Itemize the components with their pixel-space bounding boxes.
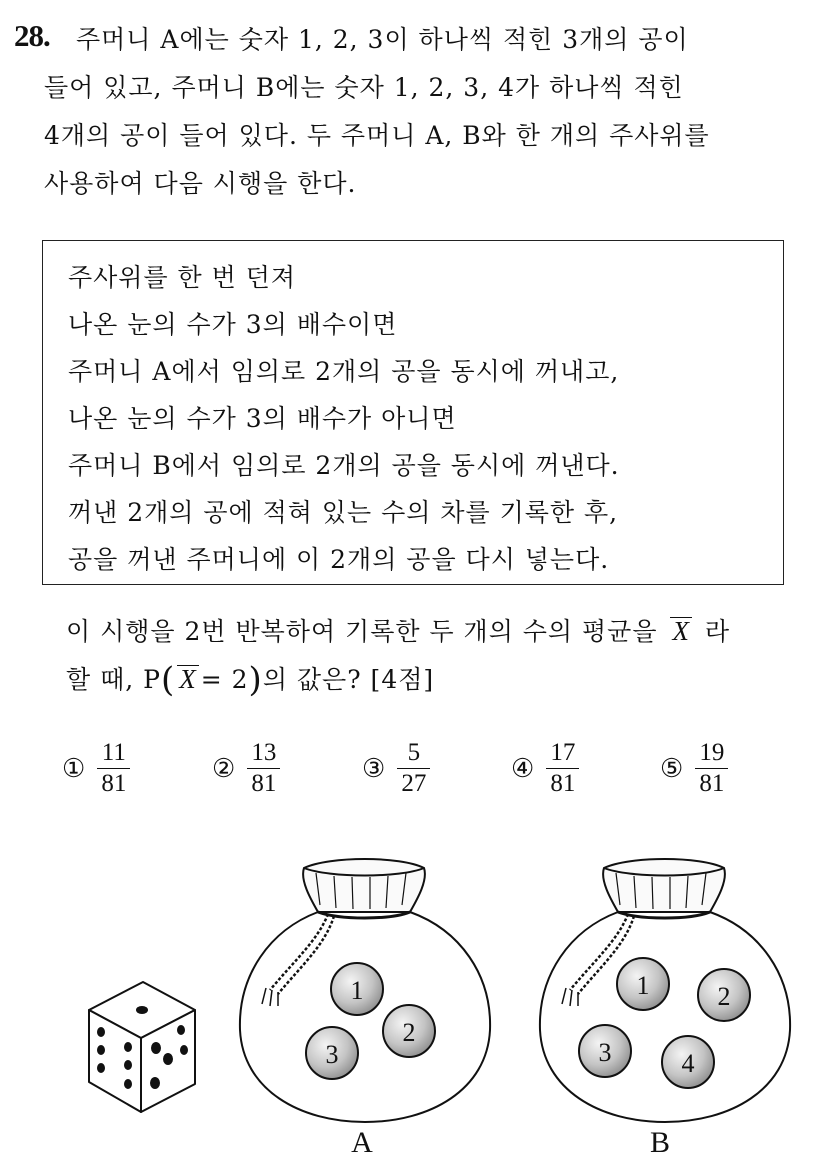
choice-3-numerator: 5 [407,739,421,766]
bag-b-ball-4-label: 4 [681,1049,695,1078]
bag-a-ball-2-label: 2 [402,1018,416,1047]
bag-a-ball-3-label: 3 [325,1040,339,1069]
box-line-6: 꺼낸 2개의 공에 적혀 있는 수의 차를 기록한 후, [68,498,619,527]
bag-b-ball-1-label: 1 [636,971,650,1000]
bag-b-ball-3-label: 3 [598,1038,612,1067]
box-line-2: 나온 눈의 수가 3의 배수이면 [68,310,398,339]
prompt-line-2-end: 의 값은? [4점] [262,665,435,694]
bag-a-ball-2 [383,1005,435,1057]
bag-b-ball-4 [662,1036,714,1088]
box-line-5: 주머니 B에서 임의로 2개의 공을 동시에 꺼낸다. [68,451,620,480]
choice-5-mark: ⑤ [660,753,684,783]
close-paren: ) [248,660,263,700]
equals-two: = 2 [200,665,249,694]
bag-b-ball-1 [617,958,669,1010]
choice-4-numerator: 17 [550,739,576,766]
bag-b-ball-3 [579,1025,631,1077]
prompt-line-1-text: 이 시행을 2번 반복하여 기록한 두 개의 수의 평균을 [66,617,658,646]
choice-4-mark: ④ [511,753,535,783]
x-bar-symbol: X [672,616,690,646]
box-line-3: 주머니 A에서 임의로 2개의 공을 동시에 꺼내고, [68,357,620,386]
bag-a-label: A [351,1126,373,1159]
choice-5-denominator: 81 [699,770,725,797]
choice-1-numerator: 11 [101,739,126,766]
choice-2-mark: ② [212,753,236,783]
choice-2-denominator: 81 [251,770,277,797]
bag-a-ball-3 [306,1027,358,1079]
choice-1-mark: ① [62,753,86,783]
choice-1-denominator: 81 [101,770,127,797]
bag-a-ball-1-label: 1 [350,976,364,1005]
question-line-1: 주머니 A에는 숫자 1, 2, 3이 하나씩 적힌 3개의 공이 [76,25,689,54]
bag-b-label: B [649,1126,671,1159]
choice-2-numerator: 13 [251,739,277,766]
question-line-2: 들어 있고, 주머니 B에는 숫자 1, 2, 3, 4가 하나씩 적힌 [44,73,684,102]
open-paren: ( [160,660,176,700]
question-number: 28. [14,18,50,53]
box-line-1: 주사위를 한 번 던져 [68,263,297,292]
box-line-7: 공을 꺼낸 주머니에 이 2개의 공을 다시 넣는다. [68,545,610,574]
choice-4-denominator: 81 [550,770,576,797]
choice-3-mark: ③ [362,753,386,783]
box-line-4: 나온 눈의 수가 3의 배수가 아니면 [68,404,457,433]
bag-b-ball-2-label: 2 [717,982,731,1011]
choice-5-numerator: 19 [699,739,725,766]
dice-icon [89,982,195,1112]
question-line-3: 4개의 공이 들어 있다. 두 주머니 A, B와 한 개의 주사위를 [44,121,710,150]
prompt-line-2-text: 할 때, P [66,665,161,694]
prompt-line-1-end: 라 [704,617,731,646]
question-line-4: 사용하여 다음 시행을 한다. [44,169,357,198]
x-bar-symbol-2: X [179,664,197,694]
choice-3-denominator: 27 [401,770,427,797]
bag-b-ball-2 [698,969,750,1021]
bag-a-ball-1 [331,963,383,1015]
